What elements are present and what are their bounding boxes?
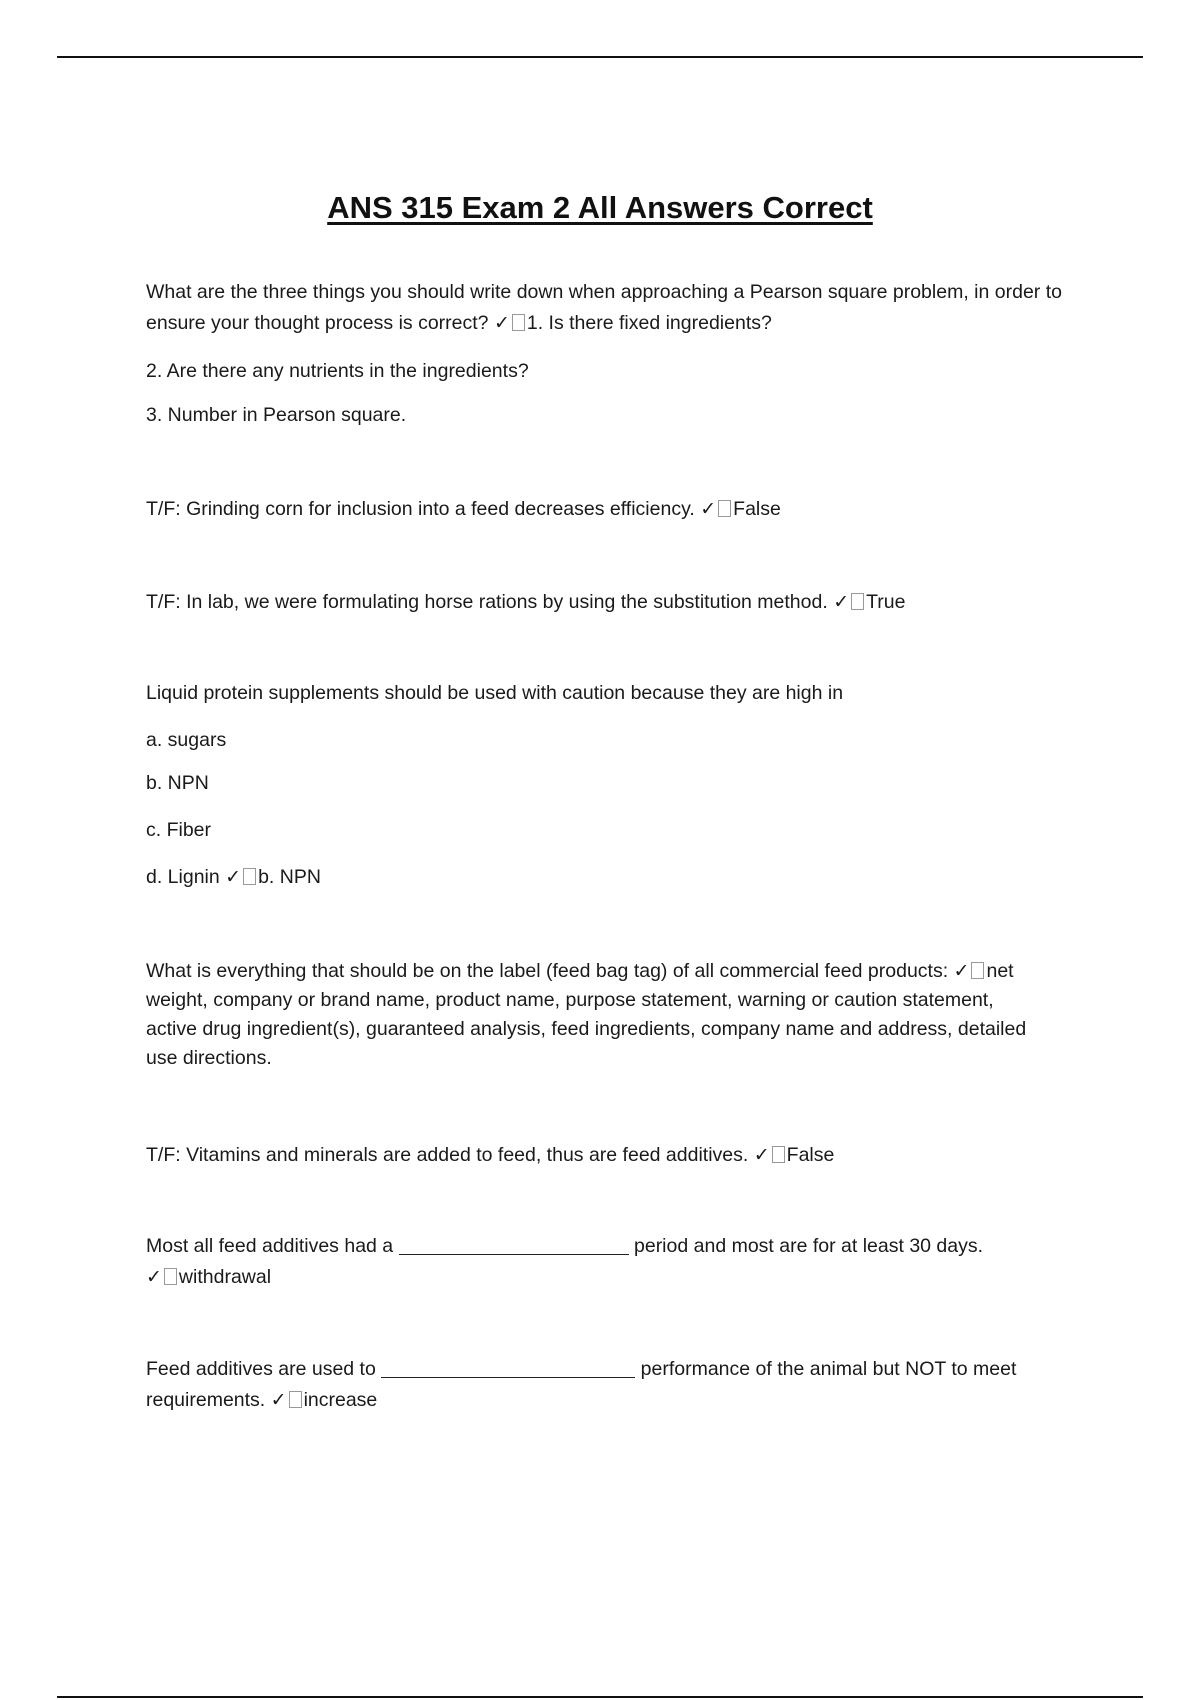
top-rule [57,56,1143,58]
question-7-before: Most all feed additives had a [146,1235,394,1257]
question-5-line-3: active drug ingredient(s), guaranteed analysis, feed ingredients, company name and address, detailed [146,1018,1027,1040]
question-5-text: What is everything that should be on the label (feed bag tag) of all commercial feed products: [146,960,949,982]
question-5 [146,957,1096,1073]
question-4-option-c: c. Fiber [146,819,212,841]
question-8-line-1 [146,1354,1096,1385]
question-1-answer-3: 3. Number in Pearson square. [146,404,407,426]
box-icon [289,1391,302,1408]
question-4-option-a: a. sugars [146,729,227,751]
question-7-line-2 [146,1262,1096,1293]
question-4-text: Liquid protein supplements should be used with caution because they are high in [146,682,844,704]
question-7 [146,1231,1096,1293]
question-8-line-2 [146,1385,1096,1416]
question-7-line-1 [146,1231,1096,1262]
question-7-after: period and most are for at least 30 days. [634,1235,984,1257]
question-4-option-d-line [146,862,1096,893]
question-4-option-b: b. NPN [146,772,209,794]
document-title: ANS 315 Exam 2 All Answers Correct [327,190,873,225]
question-6 [146,1140,1096,1171]
question-8 [146,1354,1096,1416]
question-8-before: Feed additives are used to [146,1358,376,1380]
check-icon: ✓ [833,591,850,613]
check-icon: ✓ [753,1144,770,1166]
question-2-answer: False [733,498,781,520]
question-8-answer: increase [303,1389,378,1411]
question-5-line-2: weight, company or brand name, product name, purpose statement, warning or caution statement, [146,989,994,1011]
question-3-answer: True [866,591,906,613]
question-1-text: What are the three things you should write down when approaching a Pearson square problem, in order to ensure your thought process is correct? [146,281,1062,334]
check-icon: ✓ [146,1266,162,1288]
box-icon [512,314,525,331]
question-7-answer: withdrawal [178,1266,272,1288]
question-6-text: T/F: Vitamins and minerals are added to feed, thus are feed additives. [146,1144,749,1166]
question-1-answer-2: 2. Are there any nutrients in the ingredients? [146,360,529,382]
question-4-option-d: d. Lignin [146,866,220,888]
answer-blank [399,1236,629,1255]
question-8-line-2-text: requirements. [146,1389,266,1411]
box-icon [718,500,731,517]
bottom-rule [57,1696,1143,1698]
check-icon: ✓ [493,312,510,334]
question-1-answer-1: 1. Is there fixed ingredients? [526,312,772,334]
check-icon: ✓ [953,960,970,982]
box-icon [164,1268,177,1285]
check-icon: ✓ [700,498,717,520]
box-icon [971,962,984,979]
box-icon [772,1146,785,1163]
box-icon [851,593,864,610]
question-2 [146,494,1096,525]
question-6-answer: False [786,1144,835,1166]
question-5-line-4: use directions. [146,1047,272,1069]
check-icon: ✓ [225,866,242,888]
question-2-text: T/F: Grinding corn for inclusion into a feed decreases efficiency. [146,498,695,520]
box-icon [243,868,256,885]
question-1 [146,277,1096,339]
check-icon: ✓ [270,1389,287,1411]
answer-blank [381,1359,635,1378]
question-5-line-1 [146,957,1096,986]
question-5-answer-start: net [986,960,1014,982]
question-8-after: performance of the animal but NOT to meet [640,1358,1017,1380]
question-4-answer: b. NPN [258,866,321,888]
question-3-text: T/F: In lab, we were formulating horse rations by using the substitution method. [146,591,828,613]
question-3 [146,587,1096,618]
